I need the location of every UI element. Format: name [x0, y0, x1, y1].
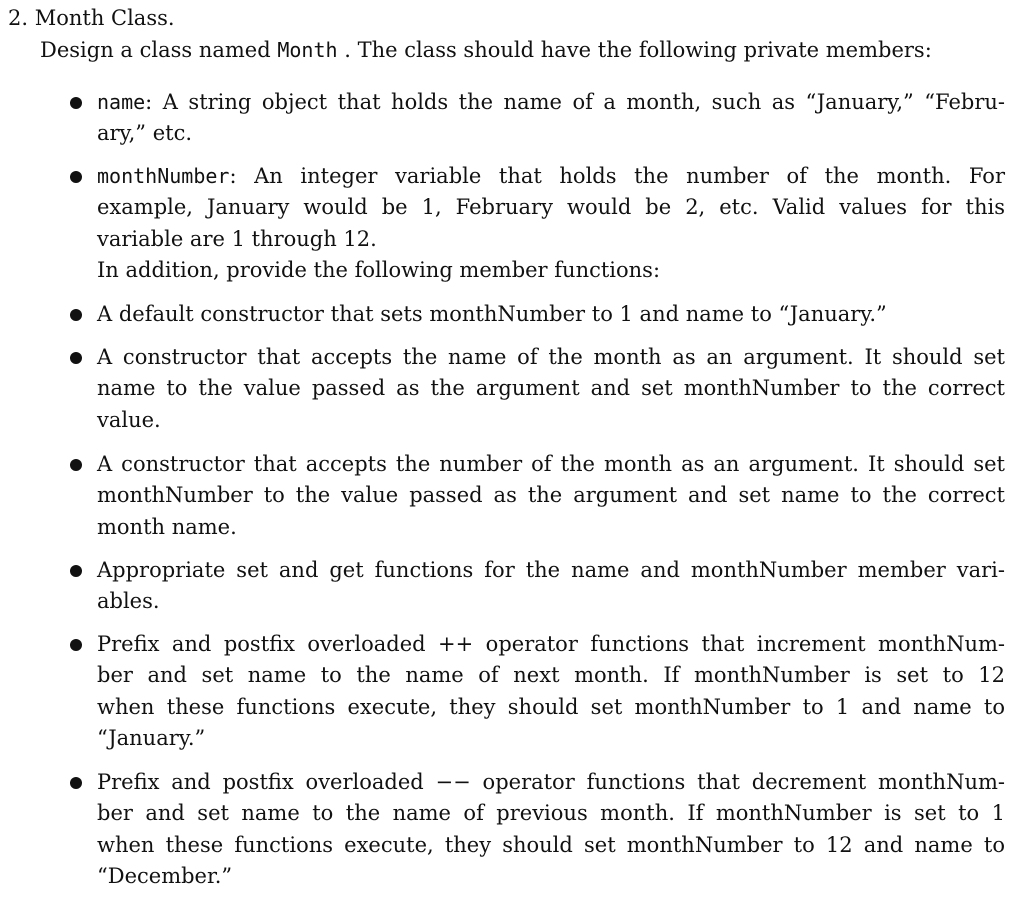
member-text: : An integer variable that holds the number of the month. For [229, 164, 1005, 188]
function-line: value. [97, 407, 161, 432]
bullet-icon [70, 639, 82, 651]
member-line: example, January would be 1, February would be 2, etc. Valid values for this [97, 195, 1005, 220]
function-line: A default constructor that sets monthNumber to 1 and name to “January.” [97, 302, 887, 326]
function-line: when these functions execute, they should set monthNumber to 12 and name to [97, 832, 1005, 857]
intro-text-after: . The class should have the following private members: [337, 38, 932, 62]
member-line [97, 161, 1005, 192]
function-line: month name. [97, 514, 237, 539]
function-line: Prefix and postfix overloaded −− operator functions that decrement monthNum- [97, 770, 1005, 794]
bullet-icon [70, 97, 82, 109]
function-line: Appropriate set and get functions for the name and monthNumber member vari- [97, 558, 1005, 582]
bullet-icon [70, 171, 82, 183]
function-item-name-constructor [97, 342, 1005, 436]
function-line: “January.” [97, 725, 206, 750]
member-line: In addition, provide the following member functions: [97, 257, 661, 282]
bullet-icon [70, 565, 82, 577]
function-item-decrement-operator [97, 767, 1005, 892]
member-line [97, 87, 1005, 118]
function-line: monthNumber to the value passed as the argument and set name to the correct [97, 483, 1005, 508]
function-line: when these functions execute, they should set monthNumber to 1 and name to [97, 694, 1005, 719]
function-line: A constructor that accepts the number of the month as an argument. It should set [97, 452, 1005, 476]
function-line: ber and set name to the name of previous month. If monthNumber is set to 1 [97, 801, 1005, 826]
function-line: Prefix and postfix overloaded ++ operator functions that increment monthNum- [97, 632, 1005, 656]
bullet-icon [70, 309, 82, 321]
member-code: monthNumber [97, 164, 230, 188]
function-line: name to the value passed as the argument and set monthNumber to the correct [97, 376, 1005, 401]
problem-heading: 2. Month Class. [8, 6, 175, 30]
function-item-default-constructor [97, 299, 1005, 330]
member-text: : A string object that holds the name of a month, such as “January,” “Febru- [145, 90, 1005, 114]
function-line: A constructor that accepts the name of the month as an argument. It should set [97, 345, 1005, 369]
intro-text-before: Design a class named [40, 38, 278, 62]
member-line: variable are 1 through 12. [97, 226, 377, 251]
function-item-set-get [97, 555, 1005, 618]
member-code: name [97, 90, 146, 114]
function-line: “December.” [97, 863, 233, 888]
function-line: ables. [97, 589, 160, 614]
bullet-icon [70, 352, 82, 364]
function-item-increment-operator [97, 629, 1005, 754]
problem-intro [40, 36, 932, 64]
function-line: ber and set name to the name of next month. If monthNumber is set to 12 [97, 663, 1005, 688]
bullet-icon [70, 459, 82, 471]
bullet-icon [70, 777, 82, 789]
member-item-monthnumber [97, 161, 1005, 286]
member-line: ary,” etc. [97, 121, 193, 146]
class-name-code: Month [277, 38, 338, 62]
function-item-number-constructor [97, 449, 1005, 543]
member-item-name [97, 87, 1005, 150]
